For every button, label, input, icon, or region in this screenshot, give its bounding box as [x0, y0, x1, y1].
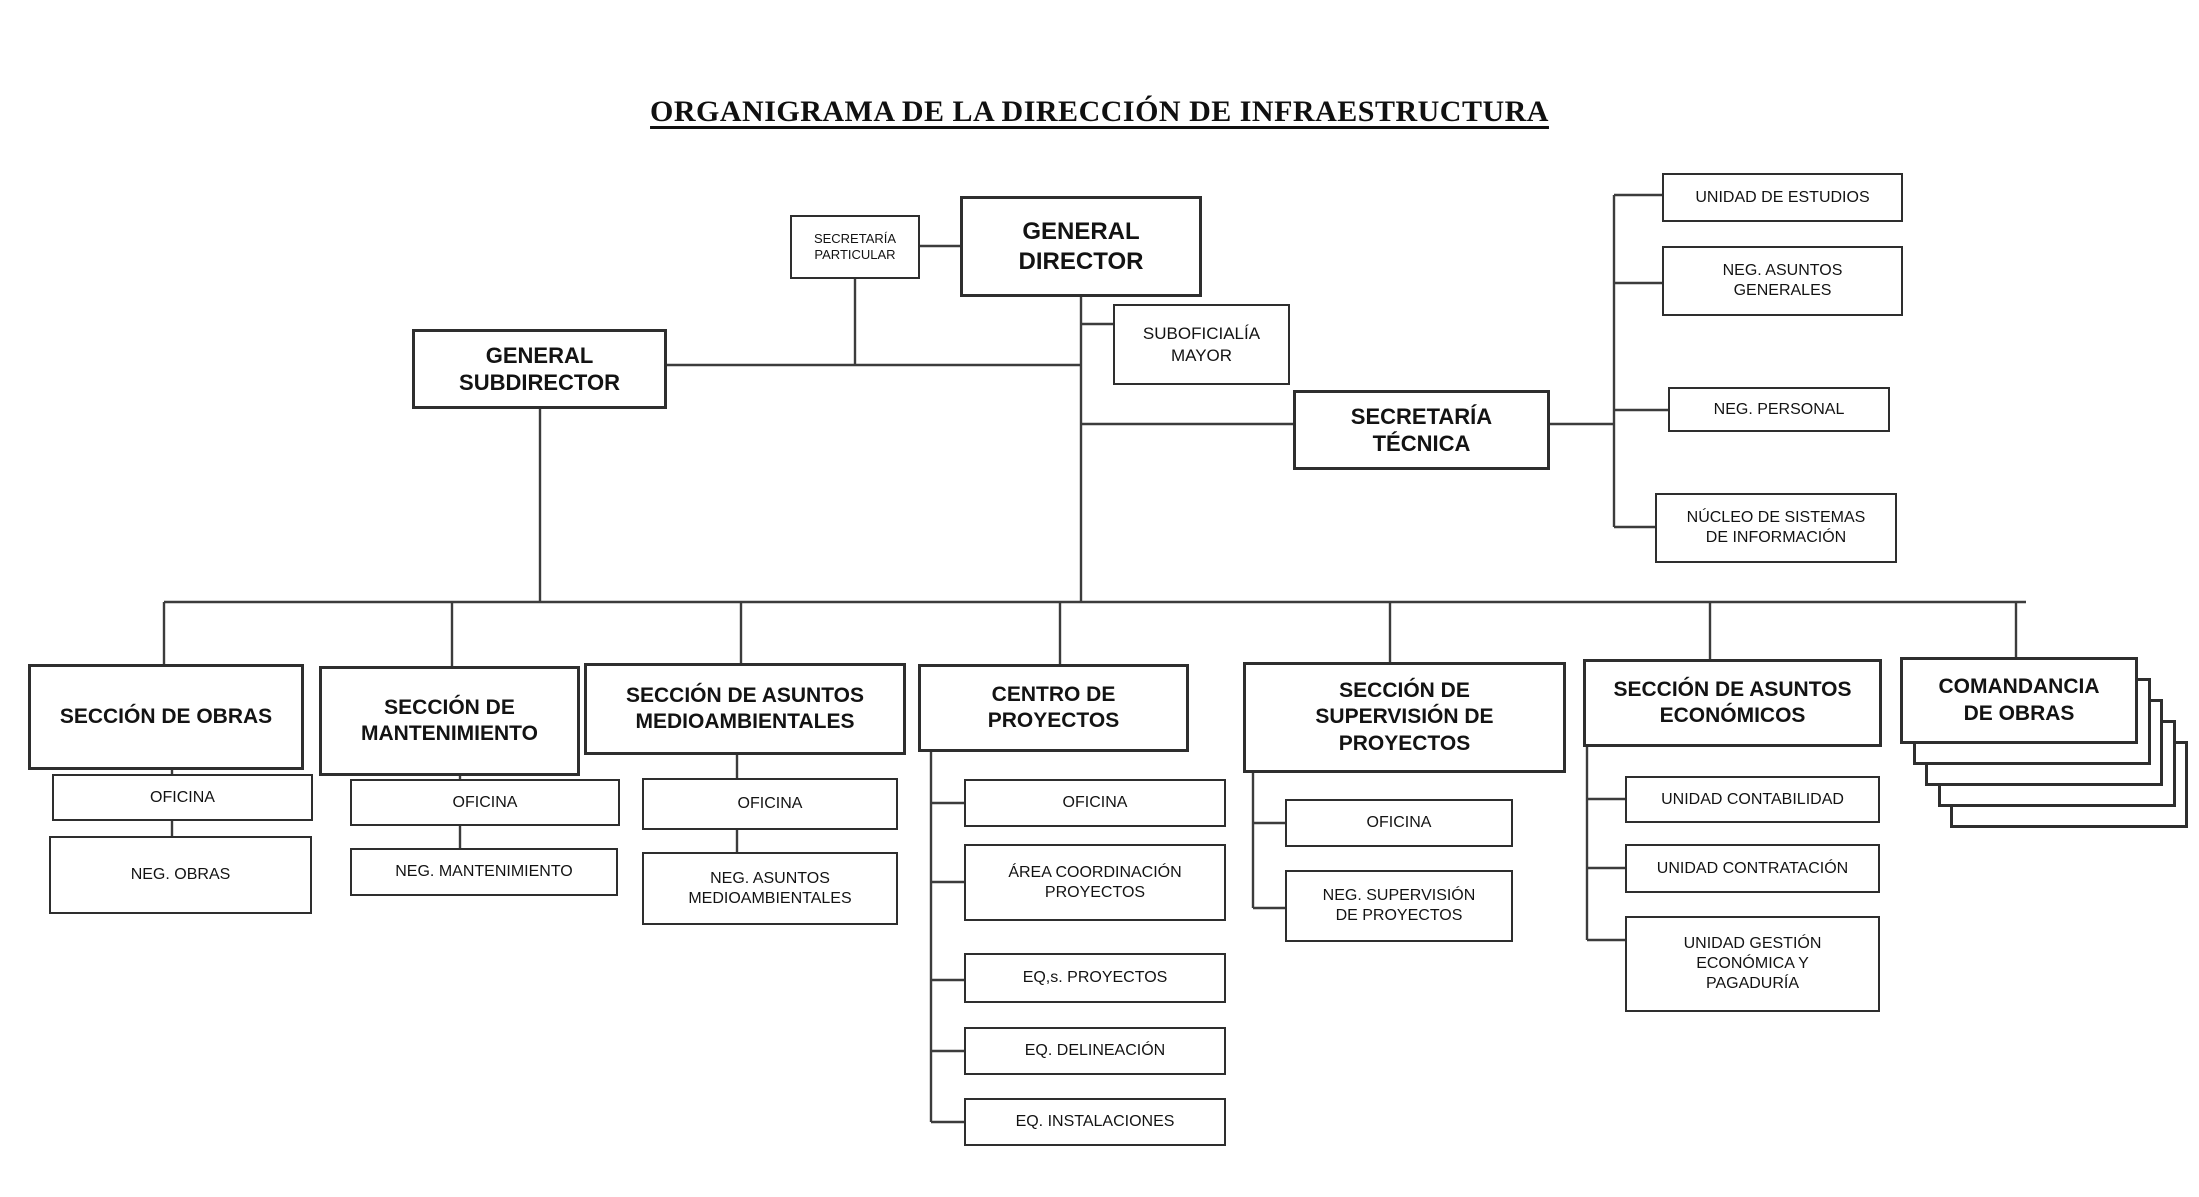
oficina-supervision-label: OFICINA: [1366, 814, 1432, 832]
neg-mantenimiento-label: NEG. MANTENIMIENTO: [395, 863, 573, 881]
oficina-obras: [52, 774, 313, 821]
general-director: [960, 196, 1202, 297]
secretaria-particular-label: PARTICULAR: [814, 247, 896, 262]
neg-personal-label: NEG. PERSONAL: [1713, 400, 1845, 418]
area-coordinacion-proyectos-label: PROYECTOS: [1044, 883, 1146, 901]
unidad-gestion-economica-label: UNIDAD GESTIÓN: [1683, 935, 1822, 953]
unidad-contabilidad: [1625, 776, 1880, 823]
unidad-gestion-economica-label: ECONÓMICA Y: [1696, 955, 1809, 973]
oficina-mantenimiento: [350, 779, 620, 826]
comandancia-obras-label: DE OBRAS: [1963, 701, 2075, 725]
neg-asuntos-medioambientales-label: MEDIOAMBIENTALES: [688, 889, 852, 907]
seccion-supervision-proyectos: [1243, 662, 1566, 773]
seccion-mantenimiento-label: SECCIÓN DE: [384, 695, 515, 719]
comandancia-obras-label: COMANDANCIA: [1938, 675, 2100, 699]
neg-supervision-proyectos-label: DE PROYECTOS: [1335, 907, 1463, 924]
general-subdirector-label: SUBDIRECTOR: [459, 370, 620, 395]
neg-asuntos-medioambientales-label: NEG. ASUNTOS: [710, 869, 830, 887]
area-coordinacion-proyectos-label: ÁREA COORDINACIÓN: [1008, 863, 1182, 881]
suboficialia-mayor-label: MAYOR: [1170, 345, 1233, 365]
oficina-medioambientales: [642, 778, 898, 830]
eq-delineacion: [964, 1027, 1226, 1075]
seccion-supervision-proyectos-label: SUPERVISIÓN DE: [1315, 705, 1494, 729]
neg-supervision-proyectos-label: NEG. SUPERVISIÓN: [1322, 887, 1476, 905]
seccion-asuntos-economicos: [1583, 659, 1882, 747]
seccion-asuntos-economicos-label: ECONÓMICOS: [1659, 704, 1806, 727]
eqs-proyectos: [964, 953, 1226, 1003]
seccion-mantenimiento: [319, 666, 580, 776]
neg-obras-label: NEG. OBRAS: [130, 866, 231, 884]
comandancia-obras: [1900, 657, 2138, 744]
seccion-obras: [28, 664, 304, 770]
secretaria-particular-label: SECRETARÍA: [813, 230, 897, 246]
secretaria-tecnica: [1293, 390, 1550, 470]
general-director-label: DIRECTOR: [1018, 247, 1144, 275]
suboficialia-mayor: [1113, 304, 1290, 385]
nucleo-sistemas-informacion: [1655, 493, 1897, 563]
seccion-mantenimiento-label: MANTENIMIENTO: [361, 722, 538, 745]
oficina-centro-proyectos: [964, 779, 1226, 827]
centro-proyectos-label: PROYECTOS: [987, 709, 1120, 732]
area-coordinacion-proyectos: [964, 844, 1226, 921]
general-director-label: GENERAL: [1022, 217, 1140, 245]
nucleo-sistemas-informacion-label: DE INFORMACIÓN: [1705, 529, 1847, 546]
neg-supervision-proyectos: [1285, 870, 1513, 942]
oficina-mantenimiento-label: OFICINA: [452, 793, 518, 811]
general-subdirector: [412, 329, 667, 409]
unidad-contabilidad-label: UNIDAD CONTABILIDAD: [1661, 790, 1844, 808]
neg-obras: [49, 836, 312, 914]
eq-instalaciones-label: EQ. INSTALACIONES: [1015, 1113, 1175, 1131]
chart-title: ORGANIGRAMA DE LA DIRECCIÓN DE INFRAESTRUCTURA: [650, 95, 1549, 128]
nucleo-sistemas-informacion-label: NÚCLEO DE SISTEMAS: [1686, 509, 1866, 527]
suboficialia-mayor-label: SUBOFICIALÍA: [1142, 324, 1261, 344]
seccion-supervision-proyectos-label: PROYECTOS: [1338, 731, 1471, 755]
seccion-obras-label: SECCIÓN DE OBRAS: [59, 704, 273, 728]
general-subdirector-label: GENERAL: [485, 342, 594, 368]
neg-asuntos-generales-label: NEG. ASUNTOS: [1722, 262, 1843, 280]
neg-personal: [1668, 387, 1890, 432]
seccion-asuntos-economicos-label: SECCIÓN DE ASUNTOS: [1613, 677, 1852, 701]
secretaria-tecnica-label: TÉCNICA: [1372, 431, 1471, 456]
unidad-gestion-economica: [1625, 916, 1880, 1012]
eqs-proyectos-label: EQ,s. PROYECTOS: [1022, 969, 1168, 987]
unidad-contratacion-label: UNIDAD CONTRATACIÓN: [1656, 859, 1849, 877]
unidad-gestion-economica-label: PAGADURÍA: [1705, 974, 1800, 992]
oficina-centro-proyectos-label: OFICINA: [1062, 794, 1128, 812]
eq-instalaciones: [964, 1098, 1226, 1146]
secretaria-particular: [790, 215, 920, 279]
neg-asuntos-generales-label: GENERALES: [1733, 282, 1832, 299]
unidad-estudios-label: UNIDAD DE ESTUDIOS: [1695, 188, 1870, 206]
seccion-medioambientales: [584, 663, 906, 755]
unidad-estudios: [1662, 173, 1903, 222]
oficina-medioambientales-label: OFICINA: [737, 795, 803, 813]
unidad-contratacion: [1625, 844, 1880, 893]
centro-proyectos: [918, 664, 1189, 752]
seccion-medioambientales-label: SECCIÓN DE ASUNTOS: [625, 683, 865, 707]
oficina-obras-label: OFICINA: [150, 788, 215, 806]
neg-mantenimiento: [350, 848, 618, 896]
seccion-medioambientales-label: MEDIOAMBIENTALES: [635, 710, 855, 733]
oficina-supervision: [1285, 799, 1513, 847]
neg-asuntos-medioambientales: [642, 852, 898, 925]
centro-proyectos-label: CENTRO DE: [991, 682, 1116, 706]
neg-asuntos-generales: [1662, 246, 1903, 316]
seccion-supervision-proyectos-label: SECCIÓN DE: [1339, 679, 1470, 703]
secretaria-tecnica-label: SECRETARÍA: [1350, 403, 1493, 429]
eq-delineacion-label: EQ. DELINEACIÓN: [1024, 1042, 1166, 1060]
